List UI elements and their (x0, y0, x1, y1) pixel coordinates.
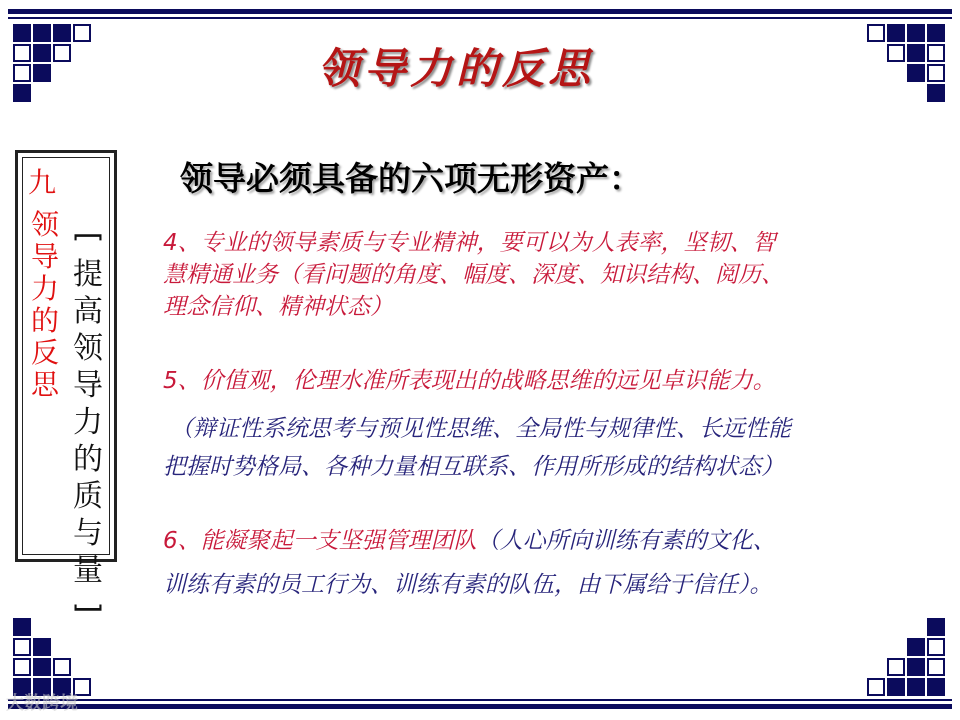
open-bracket: [ (70, 231, 106, 244)
bottom-border-thick (8, 704, 952, 709)
watermark-logo: 大数跨境 (6, 693, 78, 714)
side-black-char: 与 (73, 516, 103, 551)
side-red-char: 领 (30, 208, 59, 241)
side-panel (15, 150, 117, 614)
item6-line1-red: 6、能凝聚起一支坚强管理团队 (163, 528, 477, 554)
side-red-vertical-text (30, 209, 60, 401)
item6-line1-navy: （人心所向训练有素的文化、 (476, 528, 776, 554)
item6-line1 (163, 522, 903, 555)
side-red-char: 反 (30, 336, 59, 369)
item4-line1: 4、专业的领导素质与专业精神，要可以为人表率，坚韧、智 (163, 230, 776, 256)
item5-line2: （辩证性系统思考与预见性思维、全局性与规律性、长远性能 (170, 416, 791, 442)
item6-line2: 训练有素的员工行为、训练有素的队伍，由下属给于信任）。 (163, 572, 773, 598)
side-black-char: 提 (73, 257, 103, 292)
side-black-char: 力 (73, 405, 103, 440)
top-border-thin (8, 17, 952, 19)
bottom-border-thin (8, 699, 952, 701)
section-number: 九 (28, 166, 57, 199)
side-red-char: 思 (30, 368, 59, 401)
side-black-char: 量 (73, 553, 103, 588)
side-black-vertical-text (70, 219, 106, 626)
item5-line3: 把握时势格局、各种力量相互联系、作用所形成的结构状态） (163, 454, 784, 480)
side-red-char: 的 (30, 304, 59, 337)
item4-line2: 慧精通业务（看问题的角度、幅度、深度、知识结构、阅历、 (163, 262, 784, 288)
section-heading: 领导必须具备的六项无形资产： (180, 159, 642, 198)
side-black-char: 领 (73, 331, 103, 366)
close-bracket: ] (70, 601, 106, 614)
side-red-char: 力 (30, 272, 59, 305)
side-black-char: 高 (73, 294, 103, 329)
side-black-char: 质 (73, 479, 103, 514)
item4-line3: 理念信仰、精神状态） (163, 294, 393, 320)
top-border-thick (8, 9, 952, 14)
side-red-char: 导 (30, 240, 59, 273)
corner-ornament-bottom-right (867, 618, 947, 698)
slide-title: 领导力的反思 (317, 44, 594, 93)
side-black-char: 导 (73, 368, 103, 403)
item5-line1: 5、价值观，伦理水准所表现出的战略思维的远见卓识能力。 (163, 368, 776, 394)
side-black-char: 的 (73, 442, 103, 477)
corner-ornament-bottom-left (13, 618, 93, 698)
